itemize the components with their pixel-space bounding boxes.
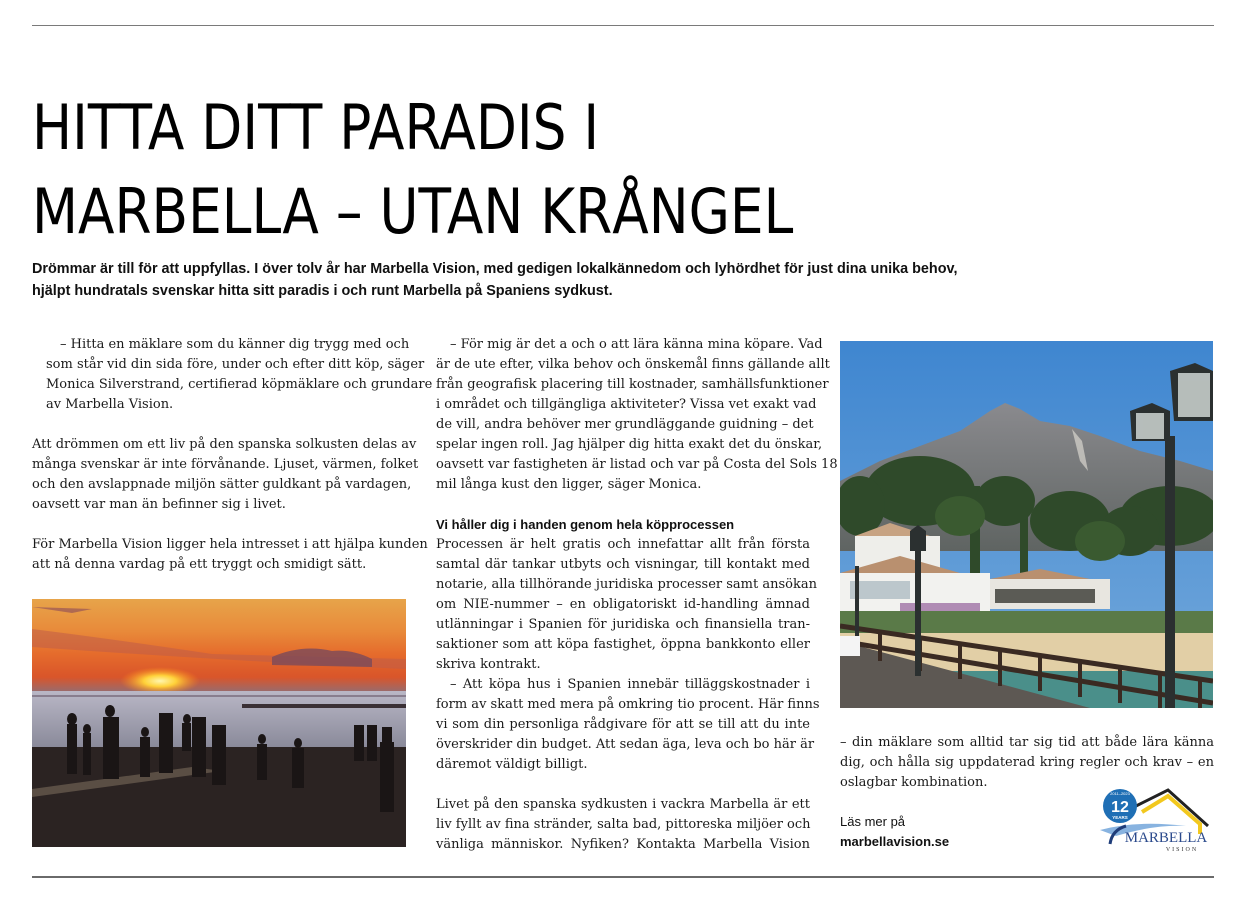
text-line: liv fyllt av fina stränder, salta bad, pittoreska miljöer och bbox=[436, 817, 811, 832]
text-line: notarie, alla tillhörande juridiska processer samt ansökan bbox=[436, 577, 817, 592]
paragraph bbox=[840, 733, 1214, 793]
svg-text:VISION: VISION bbox=[1165, 847, 1199, 853]
paragraph bbox=[436, 335, 838, 495]
website-link[interactable]: marbellavision.se bbox=[840, 834, 950, 849]
text-line: Livet på den spanska sydkusten i vackra Marbella är ett bbox=[436, 797, 810, 812]
text-line: av Marbella Vision. bbox=[46, 397, 174, 412]
marbella-vision-logo bbox=[1096, 786, 1214, 854]
text-line: dig, och hålla sig uppdaterad kring regler och krav – en bbox=[840, 755, 1214, 770]
text-line: – din mäklare som alltid tar sig tid att både lära känna bbox=[840, 735, 1214, 750]
text-line: Att drömmen om ett liv på den spanska solkusten delas av bbox=[32, 437, 417, 452]
top-rule bbox=[32, 25, 1214, 26]
paragraph bbox=[32, 535, 428, 575]
article-column-3 bbox=[840, 733, 1214, 793]
paragraph bbox=[436, 535, 817, 675]
ingress bbox=[32, 258, 1052, 302]
svg-text:12: 12 bbox=[1111, 799, 1129, 816]
text-line: spelar ingen roll. Jag hjälper dig hitta exakt det du önskar, bbox=[436, 437, 823, 452]
paragraph bbox=[32, 335, 433, 415]
svg-text:YEARS: YEARS bbox=[1112, 815, 1128, 820]
text-line: saktioner som att köpa fastighet, öppna bankkonto eller bbox=[436, 637, 810, 652]
svg-text:MARBELLA: MARBELLA bbox=[1124, 830, 1208, 846]
text-line: utlänningar i Spanien för juridiska och finansiella tran- bbox=[436, 617, 810, 632]
text-line: i området och tillgängliga aktiviteter? Vissa vet exakt vad bbox=[436, 397, 817, 412]
headline bbox=[32, 86, 892, 254]
text-line: Monica Silverstrand, certifierad köpmäklare och grundare bbox=[46, 377, 433, 392]
article-column-1 bbox=[32, 335, 433, 575]
text-line: som står vid din sida före, under och efter ditt köp, säger bbox=[46, 357, 425, 372]
paragraph bbox=[436, 795, 810, 855]
ingress-line-2: hjälpt hundratals svenskar hitta sitt paradis i och runt Marbella på Spaniens sydkust. bbox=[32, 283, 613, 299]
text-line: överskrider din budget. Att sedan äga, leva och bo här är bbox=[436, 737, 815, 752]
text-line: däremot väldigt billigt. bbox=[436, 757, 588, 772]
text-line: oavsett var man än befinner sig i livet. bbox=[32, 497, 286, 512]
headline-line-2: MARBELLA – UTAN KRÅNGEL bbox=[32, 175, 794, 248]
text-line: om NIE-nummer – en obligatoriskt id-handling ämnad bbox=[436, 597, 810, 612]
section-subheading: Vi håller dig i handen genom hela köpprocessen bbox=[436, 517, 735, 532]
article-column-2 bbox=[436, 335, 838, 855]
text-line: skriva kontrakt. bbox=[436, 657, 541, 672]
text-line: Processen är helt gratis och innefattar allt från första bbox=[436, 537, 810, 552]
text-line: – Hitta en mäklare som du känner dig trygg med och bbox=[60, 337, 410, 352]
text-line: många svenskar är inte förvånande. Ljuset, värmen, folket bbox=[32, 457, 419, 472]
paragraph bbox=[436, 675, 820, 775]
svg-text:2011–2023: 2011–2023 bbox=[1110, 791, 1130, 796]
text-line: är de ute efter, vilka behov och önskemål finns gällande allt bbox=[436, 357, 830, 372]
text-line: För Marbella Vision ligger hela intresset i att hjälpa kunden bbox=[32, 537, 428, 552]
text-line: samtal där tankar utbyts och visningar, till kontakt med bbox=[436, 557, 810, 572]
text-line: – Att köpa hus i Spanien innebär tilläggskostnader i bbox=[450, 677, 810, 692]
text-line: oavsett var fastigheten är listad och var på Costa del Sols 18 bbox=[436, 457, 838, 472]
text-line: oslagbar kombination. bbox=[840, 775, 988, 790]
text-line: vänliga människor. Nyfiken? Kontakta Marbella Vision bbox=[436, 837, 810, 852]
text-line: vi som din personliga rådgivare för att se till att du inte bbox=[436, 717, 810, 732]
marbella-promenade-photo bbox=[840, 341, 1213, 708]
headline-line-1: HITTA DITT PARADIS I bbox=[32, 91, 600, 164]
text-line: att nå denna vardag på ett tryggt och smidigt sätt. bbox=[32, 557, 367, 572]
sunset-beach-photo bbox=[32, 599, 406, 847]
text-line: mil långa kust den ligger, säger Monica. bbox=[436, 477, 702, 492]
paragraph bbox=[32, 435, 419, 515]
text-line: form av skatt med mera på omkring tio procent. Här finns bbox=[436, 697, 820, 712]
read-more-label: Läs mer på bbox=[840, 814, 906, 829]
text-line: och den avslappnade miljön sätter guldkant på vardagen, bbox=[32, 477, 412, 492]
text-line: från geografisk placering till kostnader, samhällsfunktioner bbox=[436, 377, 829, 392]
text-line: de vill, andra behöver mer grundläggande guidning – det bbox=[436, 417, 814, 432]
read-more bbox=[840, 812, 949, 852]
text-line: – För mig är det a och o att lära känna mina köpare. Vad bbox=[450, 337, 823, 352]
ingress-line-1: Drömmar är till för att uppfyllas. I över tolv år har Marbella Vision, med gedigen lokalkännedom och lyhördhet för just dina unika behov, bbox=[32, 261, 958, 277]
bottom-rule bbox=[32, 876, 1214, 878]
